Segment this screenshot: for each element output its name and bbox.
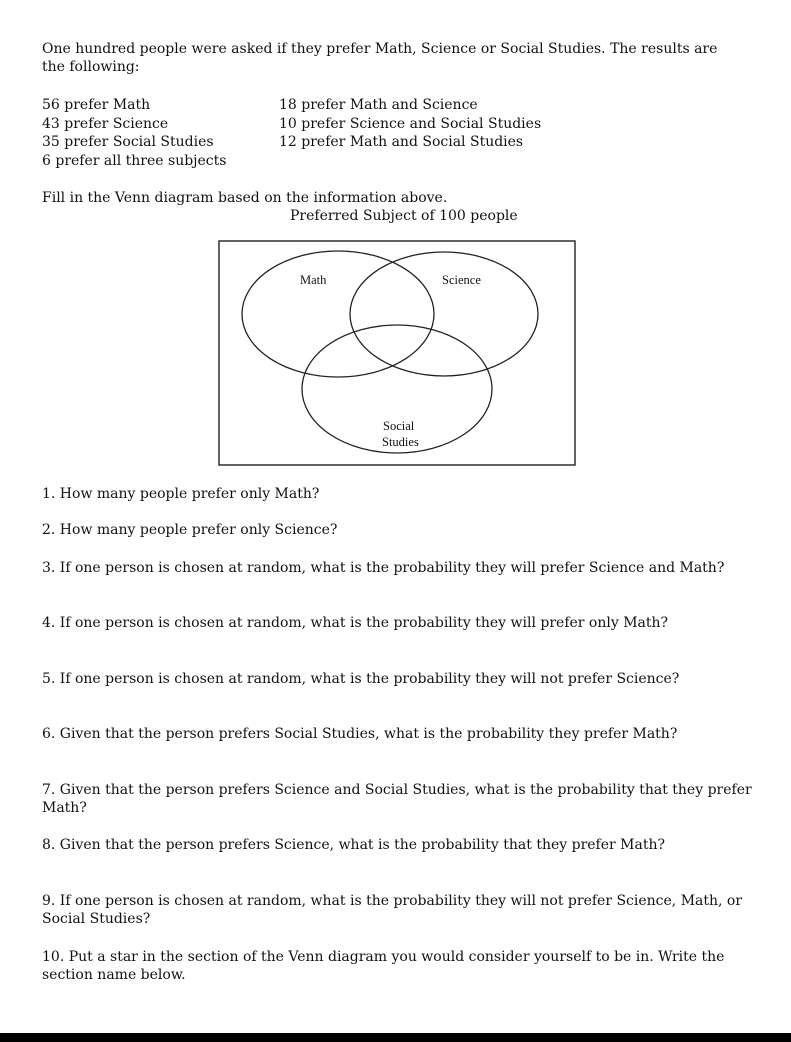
- fact-line: 12 prefer Math and Social Studies: [279, 134, 524, 150]
- fact-line: 6 prefer all three subjects: [42, 152, 227, 169]
- question-10: 10. Put a star in the section of the Venn diagram you would consider yourself to be in. Write the section name below.: [42, 949, 725, 983]
- venn-diagram[interactable]: [218, 240, 576, 466]
- fact-line: 35 prefer Social Studies: [42, 134, 214, 150]
- diagram-title: Preferred Subject of 100 people: [290, 208, 518, 224]
- question-5: 5. If one person is chosen at random, what is the probability they will not prefer Science?: [42, 671, 680, 687]
- venn-circle-social-studies: [302, 325, 492, 453]
- question-2: 2. How many people prefer only Science?: [42, 522, 338, 538]
- question-7: 7. Given that the person prefers Science and Social Studies, what is the probability that they prefer Math?: [42, 782, 752, 816]
- question-1: 1. How many people prefer only Math?: [42, 486, 320, 502]
- fact-line: 10 prefer Science and Social Studies: [279, 115, 542, 132]
- question-4: 4. If one person is chosen at random, what is the probability they will prefer only Math?: [42, 615, 669, 631]
- venn-label-science: Science: [442, 273, 481, 287]
- question-8: 8. Given that the person prefers Science, what is the probability that they prefer Math?: [42, 837, 665, 853]
- fill-instruction: Fill in the Venn diagram based on the information above.: [42, 190, 448, 206]
- question-9: 9. If one person is chosen at random, what is the probability they will not prefer Science, Math, or Social Studies?: [42, 893, 743, 927]
- facts-right-column: [279, 96, 699, 152]
- fact-line: 18 prefer Math and Science: [279, 97, 478, 113]
- fact-line: 43 prefer Science: [42, 115, 169, 132]
- venn-circle-math: [242, 251, 434, 377]
- facts-left-column: [42, 96, 277, 170]
- intro-paragraph: One hundred people were asked if they prefer Math, Science or Social Studies. The results are the following:: [42, 41, 718, 75]
- venn-label-studies: Studies: [382, 435, 419, 449]
- question-3: 3. If one person is chosen at random, what is the probability they will prefer Science and Math?: [42, 560, 725, 576]
- venn-label-social: Social: [383, 419, 415, 433]
- venn-circle-science: [350, 252, 538, 376]
- fact-line: 56 prefer Math: [42, 97, 151, 113]
- question-6: 6. Given that the person prefers Social Studies, what is the probability they prefer Math?: [42, 726, 678, 742]
- venn-label-math: Math: [300, 273, 327, 287]
- bottom-bar: [0, 1033, 791, 1042]
